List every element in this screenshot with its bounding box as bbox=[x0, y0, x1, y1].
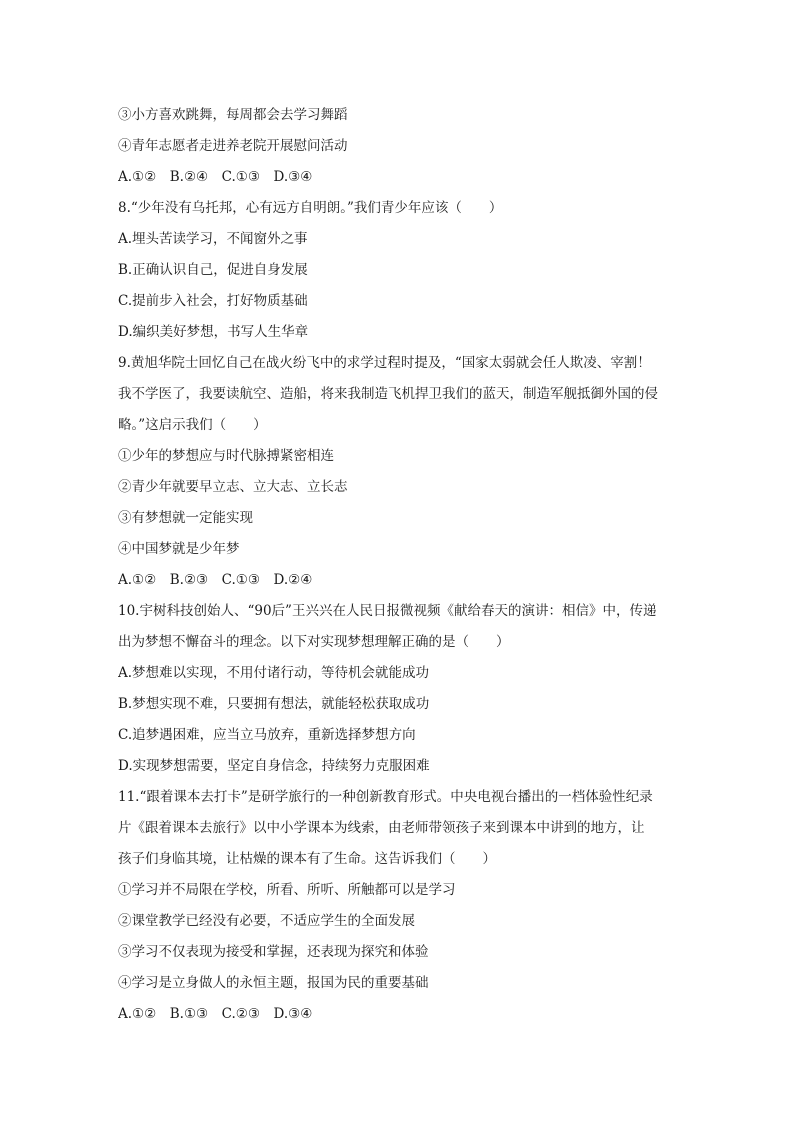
q10-option-a: A.梦想难以实现，不用付诸行动，等待机会就能成功 bbox=[118, 665, 430, 681]
q10-stem-line-1: 10.宇树科技创始人、“90后”王兴兴在人民日报微视频《献给春天的演讲：相信》中，传递 bbox=[118, 603, 657, 619]
q7-option-3: ③小方喜欢跳舞，每周都会去学习舞蹈 bbox=[118, 107, 348, 123]
q10-stem-line-2: 出为梦想不懈奋斗的理念。以下对实现梦想理解正确的是（ ） bbox=[118, 634, 510, 650]
q9-item-3: ③有梦想就一定能实现 bbox=[118, 510, 253, 526]
q8-option-b: B.正确认识自己，促进自身发展 bbox=[118, 262, 308, 278]
q9-stem-line-3: 略。”这启示我们（ ） bbox=[118, 417, 267, 433]
q7-option-4: ④青年志愿者走进养老院开展慰问活动 bbox=[118, 138, 348, 154]
q9-item-2: ②青少年就要早立志、立大志、立长志 bbox=[118, 479, 348, 495]
q11-stem-line-1: 11.“跟着课本去打卡”是研学旅行的一种创新教育形式。中央电视台播出的一档体验性纪录 bbox=[118, 789, 653, 805]
q11-stem-line-2: 片《跟着课本去旅行》以中小学课本为线索，由老师带领孩子来到课本中讲到的地方，让 bbox=[118, 820, 645, 836]
q10-option-c: C.追梦遇困难，应当立马放弃，重新选择梦想方向 bbox=[118, 727, 416, 743]
q11-item-2: ②课堂教学已经没有必要，不适应学生的全面发展 bbox=[118, 913, 415, 929]
q10-option-d: D.实现梦想需要，坚定自身信念，持续努力克服困难 bbox=[118, 758, 430, 774]
q8-option-a: A.埋头苦读学习，不闻窗外之事 bbox=[118, 231, 308, 247]
q8-option-d: D.编织美好梦想，书写人生华章 bbox=[118, 324, 309, 340]
question-content bbox=[118, 100, 688, 1030]
q11-item-1: ①学习并不局限在学校，所看、所听、所触都可以是学习 bbox=[118, 882, 456, 898]
q11-item-4: ④学习是立身做人的永恒主题，报国为民的重要基础 bbox=[118, 975, 429, 991]
q11-stem-line-3: 孩子们身临其境，让枯燥的课本有了生命。这告诉我们（ ） bbox=[118, 851, 496, 867]
q10-option-b: B.梦想实现不难，只要拥有想法，就能轻松获取成功 bbox=[118, 696, 430, 712]
q9-item-4: ④中国梦就是少年梦 bbox=[118, 541, 240, 557]
q9-stem-line-2: 我不学医了，我要读航空、造船，将来我制造飞机捍卫我们的蓝天，制造军舰抵御外国的侵 bbox=[118, 386, 658, 402]
q9-stem-line-1: 9.黄旭华院士回忆自己在战火纷飞中的求学过程时提及，“国家太弱就会任人欺凌、宰割！ bbox=[118, 355, 651, 371]
q8-stem: 8.“少年没有乌托邦，心有远方自明朗。”我们青少年应该（ ） bbox=[118, 200, 503, 216]
q11-item-3: ③学习不仅表现为接受和掌握，还表现为探究和体验 bbox=[118, 944, 429, 960]
q7-answer-choices: A.①② B.②④ C.①③ D.③④ bbox=[118, 169, 313, 185]
q11-answer-choices: A.①② B.①③ C.②③ D.③④ bbox=[118, 1006, 313, 1022]
q8-option-c: C.提前步入社会，打好物质基础 bbox=[118, 293, 308, 309]
q9-item-1: ①少年的梦想应与时代脉搏紧密相连 bbox=[118, 448, 334, 464]
q9-answer-choices: A.①② B.②③ C.①③ D.②④ bbox=[118, 572, 313, 588]
